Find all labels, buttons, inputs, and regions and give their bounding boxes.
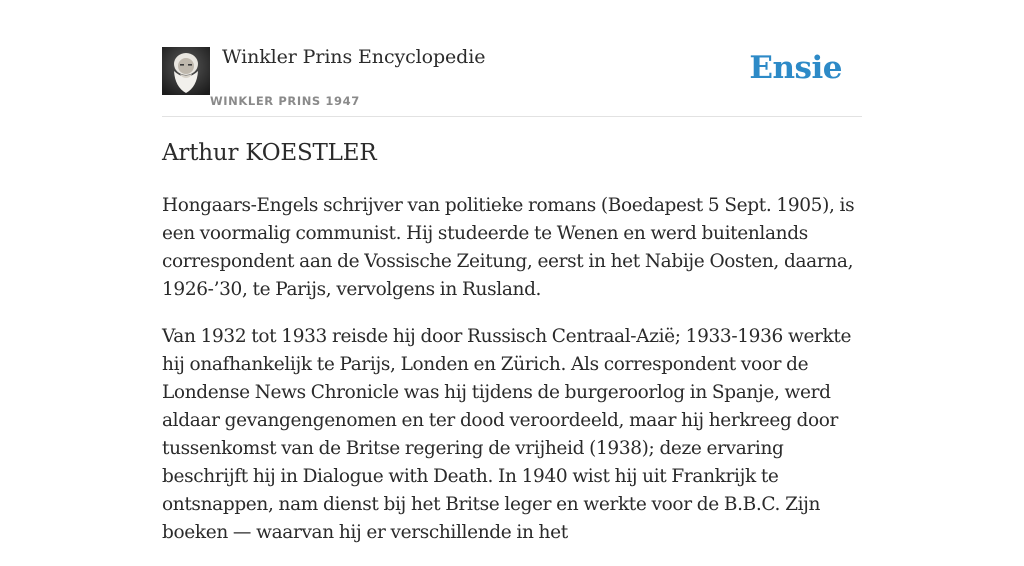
source-avatar[interactable] xyxy=(162,47,210,95)
article-paragraph: Hongaars-Engels schrijver van politieke romans (Boedapest 5 Sept. 1905), is een voormalig communist. Hij studeerde te Wenen en werd buitenlands correspondent aan de Vossische Zeitung, eerst in het Nabije Oosten, daarna, 1926-’30, te Parijs, vervolgens in Rusland. xyxy=(162,195,855,300)
ensie-logo-link[interactable]: Ensie xyxy=(749,50,842,86)
article-title: Arthur KOESTLER xyxy=(162,140,377,166)
source-title[interactable]: Winkler Prins Encyclopedie xyxy=(222,46,486,68)
article-body xyxy=(162,192,866,566)
source-header xyxy=(162,0,862,117)
bearded-man-portrait-icon xyxy=(162,47,210,95)
article-paragraph: Van 1932 tot 1933 reisde hij door Russisch Centraal-Azië; 1933-1936 werkte hij onafhankelijk te Parijs, Londen en Zürich. Als correspondent voor de Londense News Chronicle was hij tijdens de burgeroorlog in Spanje, werd aldaar gevangengenomen en ter dood veroordeeld, maar hij herkreeg door tussenkomst van de Britse regering de vrijheid (1938); deze ervaring beschrijft hij in Dialogue with Death. In 1940 wist hij uit Frankrijk te ontsnappen, nam dienst bij het Britse leger en werkte voor de B.B.C. Zijn boeken — waarvan hij er verschillende in het xyxy=(162,326,852,543)
source-subtitle[interactable]: WINKLER PRINS 1947 xyxy=(210,94,360,108)
